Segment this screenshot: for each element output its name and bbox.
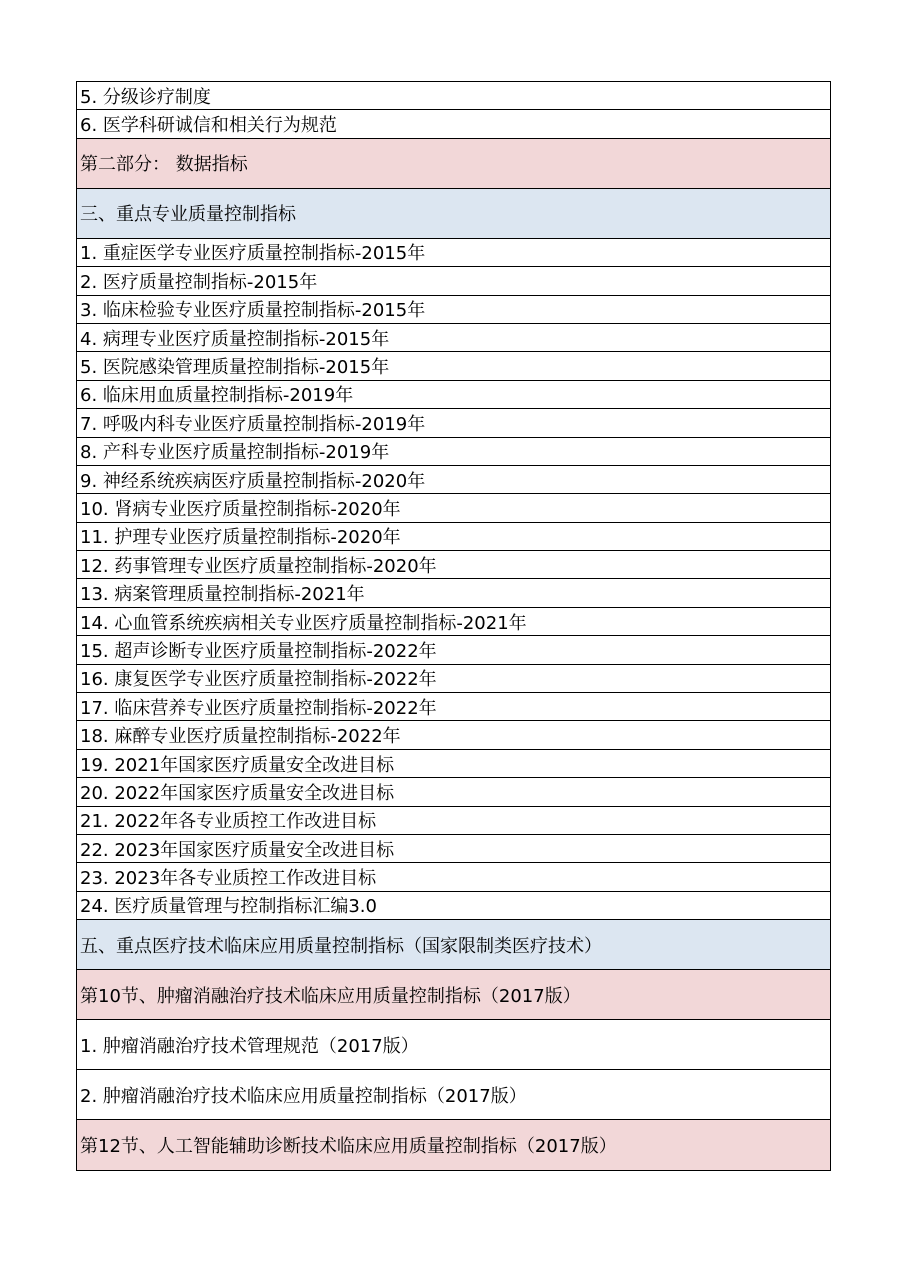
row-text: 4. 病理专业医疗质量控制指标-2015年 bbox=[80, 328, 390, 350]
table-row bbox=[77, 551, 830, 579]
table-row bbox=[77, 296, 830, 324]
row-text: 第12节、人工智能辅助诊断技术临床应用质量控制指标（2017版） bbox=[80, 1136, 617, 1158]
table-row bbox=[77, 1020, 830, 1070]
table-row bbox=[77, 1070, 830, 1120]
row-text: 8. 产科专业医疗质量控制指标-2019年 bbox=[80, 442, 390, 464]
row-text: 15. 超声诊断专业医疗质量控制指标-2022年 bbox=[80, 640, 437, 662]
row-text: 3. 临床检验专业医疗质量控制指标-2015年 bbox=[80, 300, 426, 322]
table-row bbox=[77, 352, 830, 380]
row-text: 9. 神经系统疾病医疗质量控制指标-2020年 bbox=[80, 470, 426, 492]
table-row bbox=[77, 778, 830, 806]
table-row bbox=[77, 665, 830, 693]
row-text: 19. 2021年国家医疗质量安全改进目标 bbox=[80, 754, 395, 776]
row-text: 6. 临床用血质量控制指标-2019年 bbox=[80, 385, 354, 407]
row-text: 5. 分级诊疗制度 bbox=[80, 86, 211, 108]
table-row bbox=[77, 438, 830, 466]
row-text: 11. 护理专业医疗质量控制指标-2020年 bbox=[80, 527, 401, 549]
table-row bbox=[77, 381, 830, 409]
row-text: 2. 肿瘤消融治疗技术临床应用质量控制指标（2017版） bbox=[80, 1085, 527, 1107]
table-row bbox=[77, 267, 830, 295]
row-text: 1. 肿瘤消融治疗技术管理规范（2017版） bbox=[80, 1035, 419, 1057]
table-row bbox=[77, 110, 830, 138]
section-header-row bbox=[77, 970, 830, 1020]
row-text: 24. 医疗质量管理与控制指标汇编3.0 bbox=[80, 896, 377, 918]
table-row bbox=[77, 523, 830, 551]
category-header-row bbox=[77, 189, 830, 239]
table-row bbox=[77, 693, 830, 721]
row-text: 三、重点专业质量控制指标 bbox=[80, 204, 296, 226]
table-row bbox=[77, 721, 830, 749]
table-row bbox=[77, 835, 830, 863]
row-text: 14. 心血管系统疾病相关专业医疗质量控制指标-2021年 bbox=[80, 612, 527, 634]
category-header-row bbox=[77, 920, 830, 970]
row-text: 10. 肾病专业医疗质量控制指标-2020年 bbox=[80, 498, 401, 520]
row-text: 2. 医疗质量控制指标-2015年 bbox=[80, 271, 318, 293]
table-row bbox=[77, 239, 830, 267]
table-row bbox=[77, 750, 830, 778]
table-row bbox=[77, 466, 830, 494]
table-row bbox=[77, 82, 830, 110]
table-row bbox=[77, 608, 830, 636]
row-text: 第10节、肿瘤消融治疗技术临床应用质量控制指标（2017版） bbox=[80, 985, 581, 1007]
row-text: 18. 麻醉专业医疗质量控制指标-2022年 bbox=[80, 726, 401, 748]
table-row bbox=[77, 892, 830, 920]
row-text: 6. 医学科研诚信和相关行为规范 bbox=[80, 115, 337, 137]
row-text: 13. 病案管理质量控制指标-2021年 bbox=[80, 584, 365, 606]
row-text: 五、重点医疗技术临床应用质量控制指标（国家限制类医疗技术） bbox=[80, 935, 602, 957]
index-table bbox=[76, 81, 831, 1171]
row-text: 16. 康复医学专业医疗质量控制指标-2022年 bbox=[80, 669, 437, 691]
row-text: 22. 2023年国家医疗质量安全改进目标 bbox=[80, 839, 395, 861]
table-row bbox=[77, 807, 830, 835]
row-text: 1. 重症医学专业医疗质量控制指标-2015年 bbox=[80, 243, 426, 265]
section-header-row bbox=[77, 1120, 830, 1170]
row-text: 17. 临床营养专业医疗质量控制指标-2022年 bbox=[80, 697, 437, 719]
row-text: 5. 医院感染管理质量控制指标-2015年 bbox=[80, 357, 390, 379]
section-header-row bbox=[77, 139, 830, 189]
row-text: 第二部分： 数据指标 bbox=[80, 154, 248, 176]
table-row bbox=[77, 324, 830, 352]
table-row bbox=[77, 494, 830, 522]
row-text: 21. 2022年各专业质控工作改进目标 bbox=[80, 811, 377, 833]
row-text: 20. 2022年国家医疗质量安全改进目标 bbox=[80, 782, 395, 804]
row-text: 12. 药事管理专业医疗质量控制指标-2020年 bbox=[80, 555, 437, 577]
table-row bbox=[77, 409, 830, 437]
row-text: 7. 呼吸内科专业医疗质量控制指标-2019年 bbox=[80, 413, 426, 435]
table-row bbox=[77, 863, 830, 891]
table-row bbox=[77, 636, 830, 664]
table-row bbox=[77, 579, 830, 607]
row-text: 23. 2023年各专业质控工作改进目标 bbox=[80, 868, 377, 890]
